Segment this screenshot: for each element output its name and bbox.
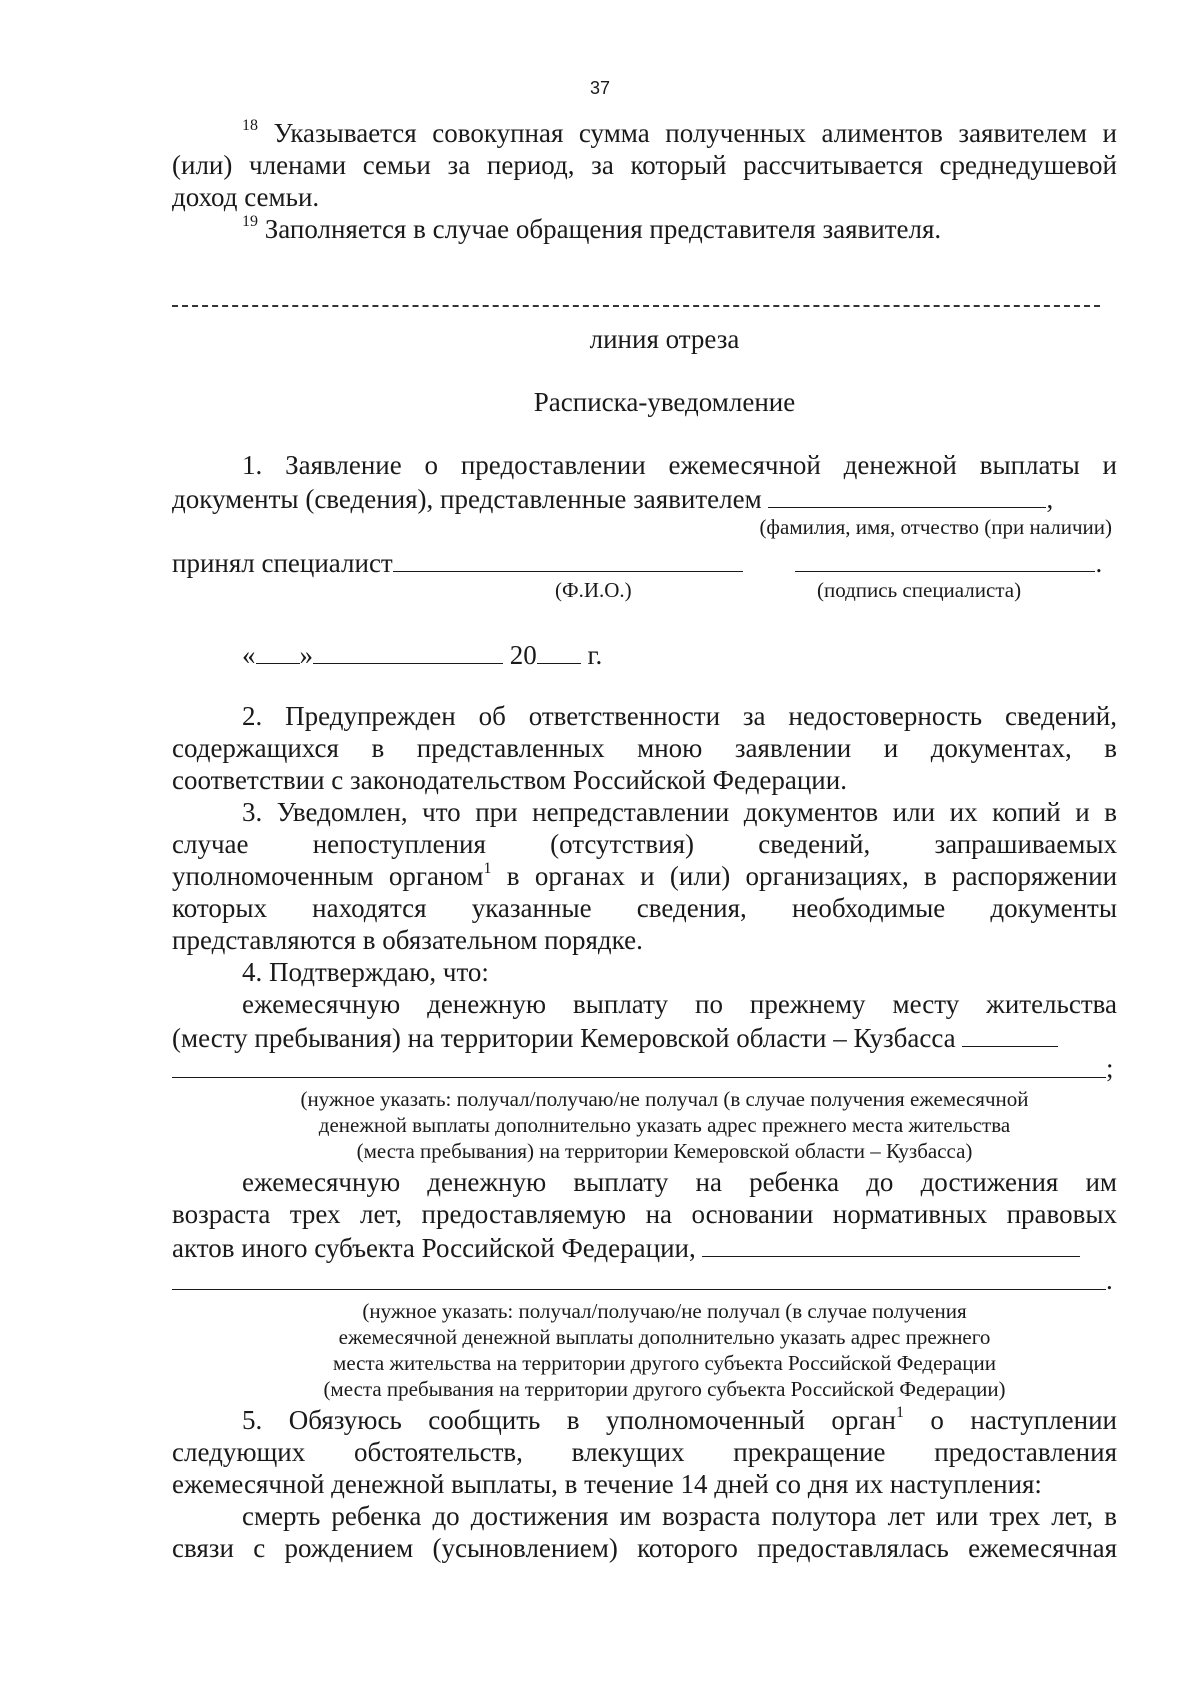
item3-line1: 3. Уведомлен, что при непредставлении документов или их копий и в <box>242 797 1117 827</box>
previous-residence-status-field[interactable] <box>962 1020 1058 1047</box>
item3-line2: случае непоступления (отсутствия) сведений, запрашиваемых <box>172 829 1117 859</box>
item5-line3: ежемесячной денежной выплаты, в течение 14 дней со дня их наступления: <box>172 1469 1042 1499</box>
footnote-18-line2: (или) членами семьи за период, за который рассчитывается среднедушевой <box>172 150 1117 180</box>
item4-p1-line1: ежемесячную денежную выплату по прежнему месту жительства <box>242 989 1117 1019</box>
footnote-18-line1: $^{18}$ Указывается совокупная сумма полученных алиментов заявителем и <box>242 117 1117 148</box>
item1-line2: документы (сведения), представленные заявителем , <box>172 481 1117 515</box>
other-region-status-field[interactable] <box>702 1230 1080 1257</box>
item2-line2: содержащихся в представленных мною заявлении и документах, в <box>172 733 1117 763</box>
item4-p1-line2: (месту пребывания) на территории Кемеровской области – Кузбасса <box>172 1020 1117 1054</box>
item3-line3: уполномоченным органом$^1$ в органах и (или) организациях, в распоряжении <box>172 860 1117 891</box>
cut-line <box>172 305 1100 307</box>
accepted-by-line: принял специалист . <box>172 545 1117 579</box>
receipt-title: Расписка-уведомление <box>533 387 796 417</box>
previous-residence-address-field[interactable] <box>172 1076 1106 1078</box>
item2-line3: соответствии с законодательством Российской Федерации. <box>172 765 847 795</box>
item3-line4: которых находятся указанные сведения, необходимые документы <box>172 893 1117 923</box>
cut-line-label: линия отреза <box>589 324 740 354</box>
footnote-18-mark: 18 <box>242 117 258 134</box>
item1-line1: 1. Заявление о предоставлении ежемесячной денежной выплаты и <box>242 450 1117 480</box>
item5-footnote-mark: 1 <box>895 1404 904 1421</box>
hint-applicant: (фамилия, имя, отчество (при наличии) <box>759 515 1112 539</box>
page-number: 37 <box>589 78 611 98</box>
item4-p2-line1: ежемесячную денежную выплату на ребенка до достижения им <box>242 1167 1117 1197</box>
date-year-field[interactable] <box>537 637 581 664</box>
other-region-address-field[interactable] <box>172 1288 1106 1290</box>
item2-line1: 2. Предупрежден об ответственности за недостоверность сведений, <box>242 701 1117 731</box>
item4-p2-hint2: ежемесячной денежной выплаты дополнительно указать адрес прежнего <box>338 1325 991 1349</box>
footnote-18-line3: доход семьи. <box>172 182 320 212</box>
item5-line5: связи с рождением (усыновлением) которого предоставлялась ежемесячная <box>172 1533 1117 1563</box>
item4-p2-hint4: (места пребывания на территории другого субъекта Российской Федерации) <box>323 1377 1006 1401</box>
specialist-fio-field[interactable] <box>393 545 743 572</box>
date-day-field[interactable] <box>256 637 300 664</box>
item4-p1-hint1: (нужное указать: получал/получаю/не получал (в случае получения ежемесячной <box>300 1087 1029 1111</box>
date-month-field[interactable] <box>313 637 503 664</box>
item3-line5: представляются в обязательном порядке. <box>172 925 643 955</box>
item5-line1: 5. Обязуюсь сообщить в уполномоченный орган$^1$ о наступлении <box>242 1404 1117 1435</box>
item3-footnote-mark: 1 <box>483 860 492 877</box>
item5-line2: следующих обстоятельств, влекущих прекращение предоставления <box>172 1437 1117 1467</box>
item4-line1: 4. Подтверждаю, что: <box>242 957 489 987</box>
item4-p1-hint3: (места пребывания) на территории Кемеровской области – Кузбасса) <box>356 1139 973 1163</box>
specialist-signature-field[interactable] <box>795 545 1095 572</box>
item4-p2-line3: актов иного субъекта Российской Федерации, <box>172 1230 1117 1264</box>
item4-p2-hint1: (нужное указать: получал/получаю/не получал (в случае получения <box>362 1299 967 1323</box>
applicant-name-field[interactable] <box>768 481 1046 508</box>
item4-p2-end: . <box>1106 1265 1113 1295</box>
footnote-19: $^{19}$ Заполняется в случае обращения представителя заявителя. <box>242 213 942 244</box>
item4-p2-hint3: места жительства на территории другого субъекта Российской Федерации <box>333 1351 996 1375</box>
hint-signature: (подпись специалиста) <box>817 578 1022 602</box>
item4-p1-hint2: денежной выплаты дополнительно указать адрес прежнего места жительства <box>318 1113 1011 1137</box>
item4-p1-end: ; <box>1106 1053 1114 1083</box>
item5-line4: смерть ребенка до достижения им возраста полутора лет или трех лет, в <box>242 1501 1117 1531</box>
hint-fio: (Ф.И.О.) <box>555 578 632 602</box>
footnote-19-mark: 19 <box>242 213 258 230</box>
date-line: « » 20 г. <box>242 637 1187 671</box>
item4-p2-line2: возраста трех лет, предоставляемую на основании нормативных правовых <box>172 1199 1117 1229</box>
